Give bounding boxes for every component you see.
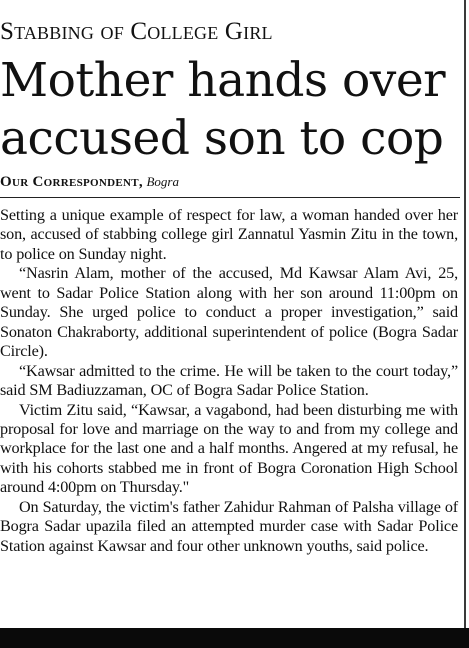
- page-bottom-band: [0, 628, 469, 648]
- byline-author: Our Correspondent,: [0, 174, 143, 190]
- byline-divider: [0, 197, 460, 198]
- headline-line-1: Mother hands over: [0, 53, 446, 108]
- headline-line-2: accused son to cop: [0, 111, 444, 166]
- body-paragraph-3: “Kawsar admitted to the crime. He will be taken to the court today,” said SM Badiuzzaman, OC of Bogra Sadar Police Station.: [0, 361, 458, 400]
- body-paragraph-4: Victim Zitu said, “Kawsar, a vagabond, had been disturbing me with proposal for love and marriage on the way to and from my college and workplace for the last one and a half months. Angered at my refusal, he with his cohorts stabbed me in front of Bogra Coronation High School around 4:00pm on Thursday.": [0, 400, 458, 497]
- body-paragraph-1: Setting a unique example of respect for law, a woman handed over her son, accused of stabbing college girl Zannatul Yasmin Zitu in the town, to police on Sunday night.: [0, 206, 458, 263]
- article-byline: [0, 173, 179, 192]
- body-paragraph-2: “Nasrin Alam, mother of the accused, Md Kawsar Alam Avi, 25, went to Sadar Police Station along with her son around 11:00pm on Sunday. She urged police to conduct a proper investigation,” said Sonaton Chakraborty, additional superintendent of police (Bogra Sadar Circle).: [0, 264, 458, 361]
- article-kicker: Stabbing of College Girl: [0, 18, 273, 45]
- article-body: [0, 206, 458, 556]
- body-paragraph-5: On Saturday, the victim's father Zahidur Rahman of Palsha village of Bogra Sadar upazila filed an attempted murder case with Sadar Police Station against Kawsar and four other unknown youths, said police.: [0, 497, 458, 555]
- article-headline: [0, 52, 460, 168]
- byline-location: Bogra: [146, 174, 179, 189]
- column-rule: [464, 0, 466, 628]
